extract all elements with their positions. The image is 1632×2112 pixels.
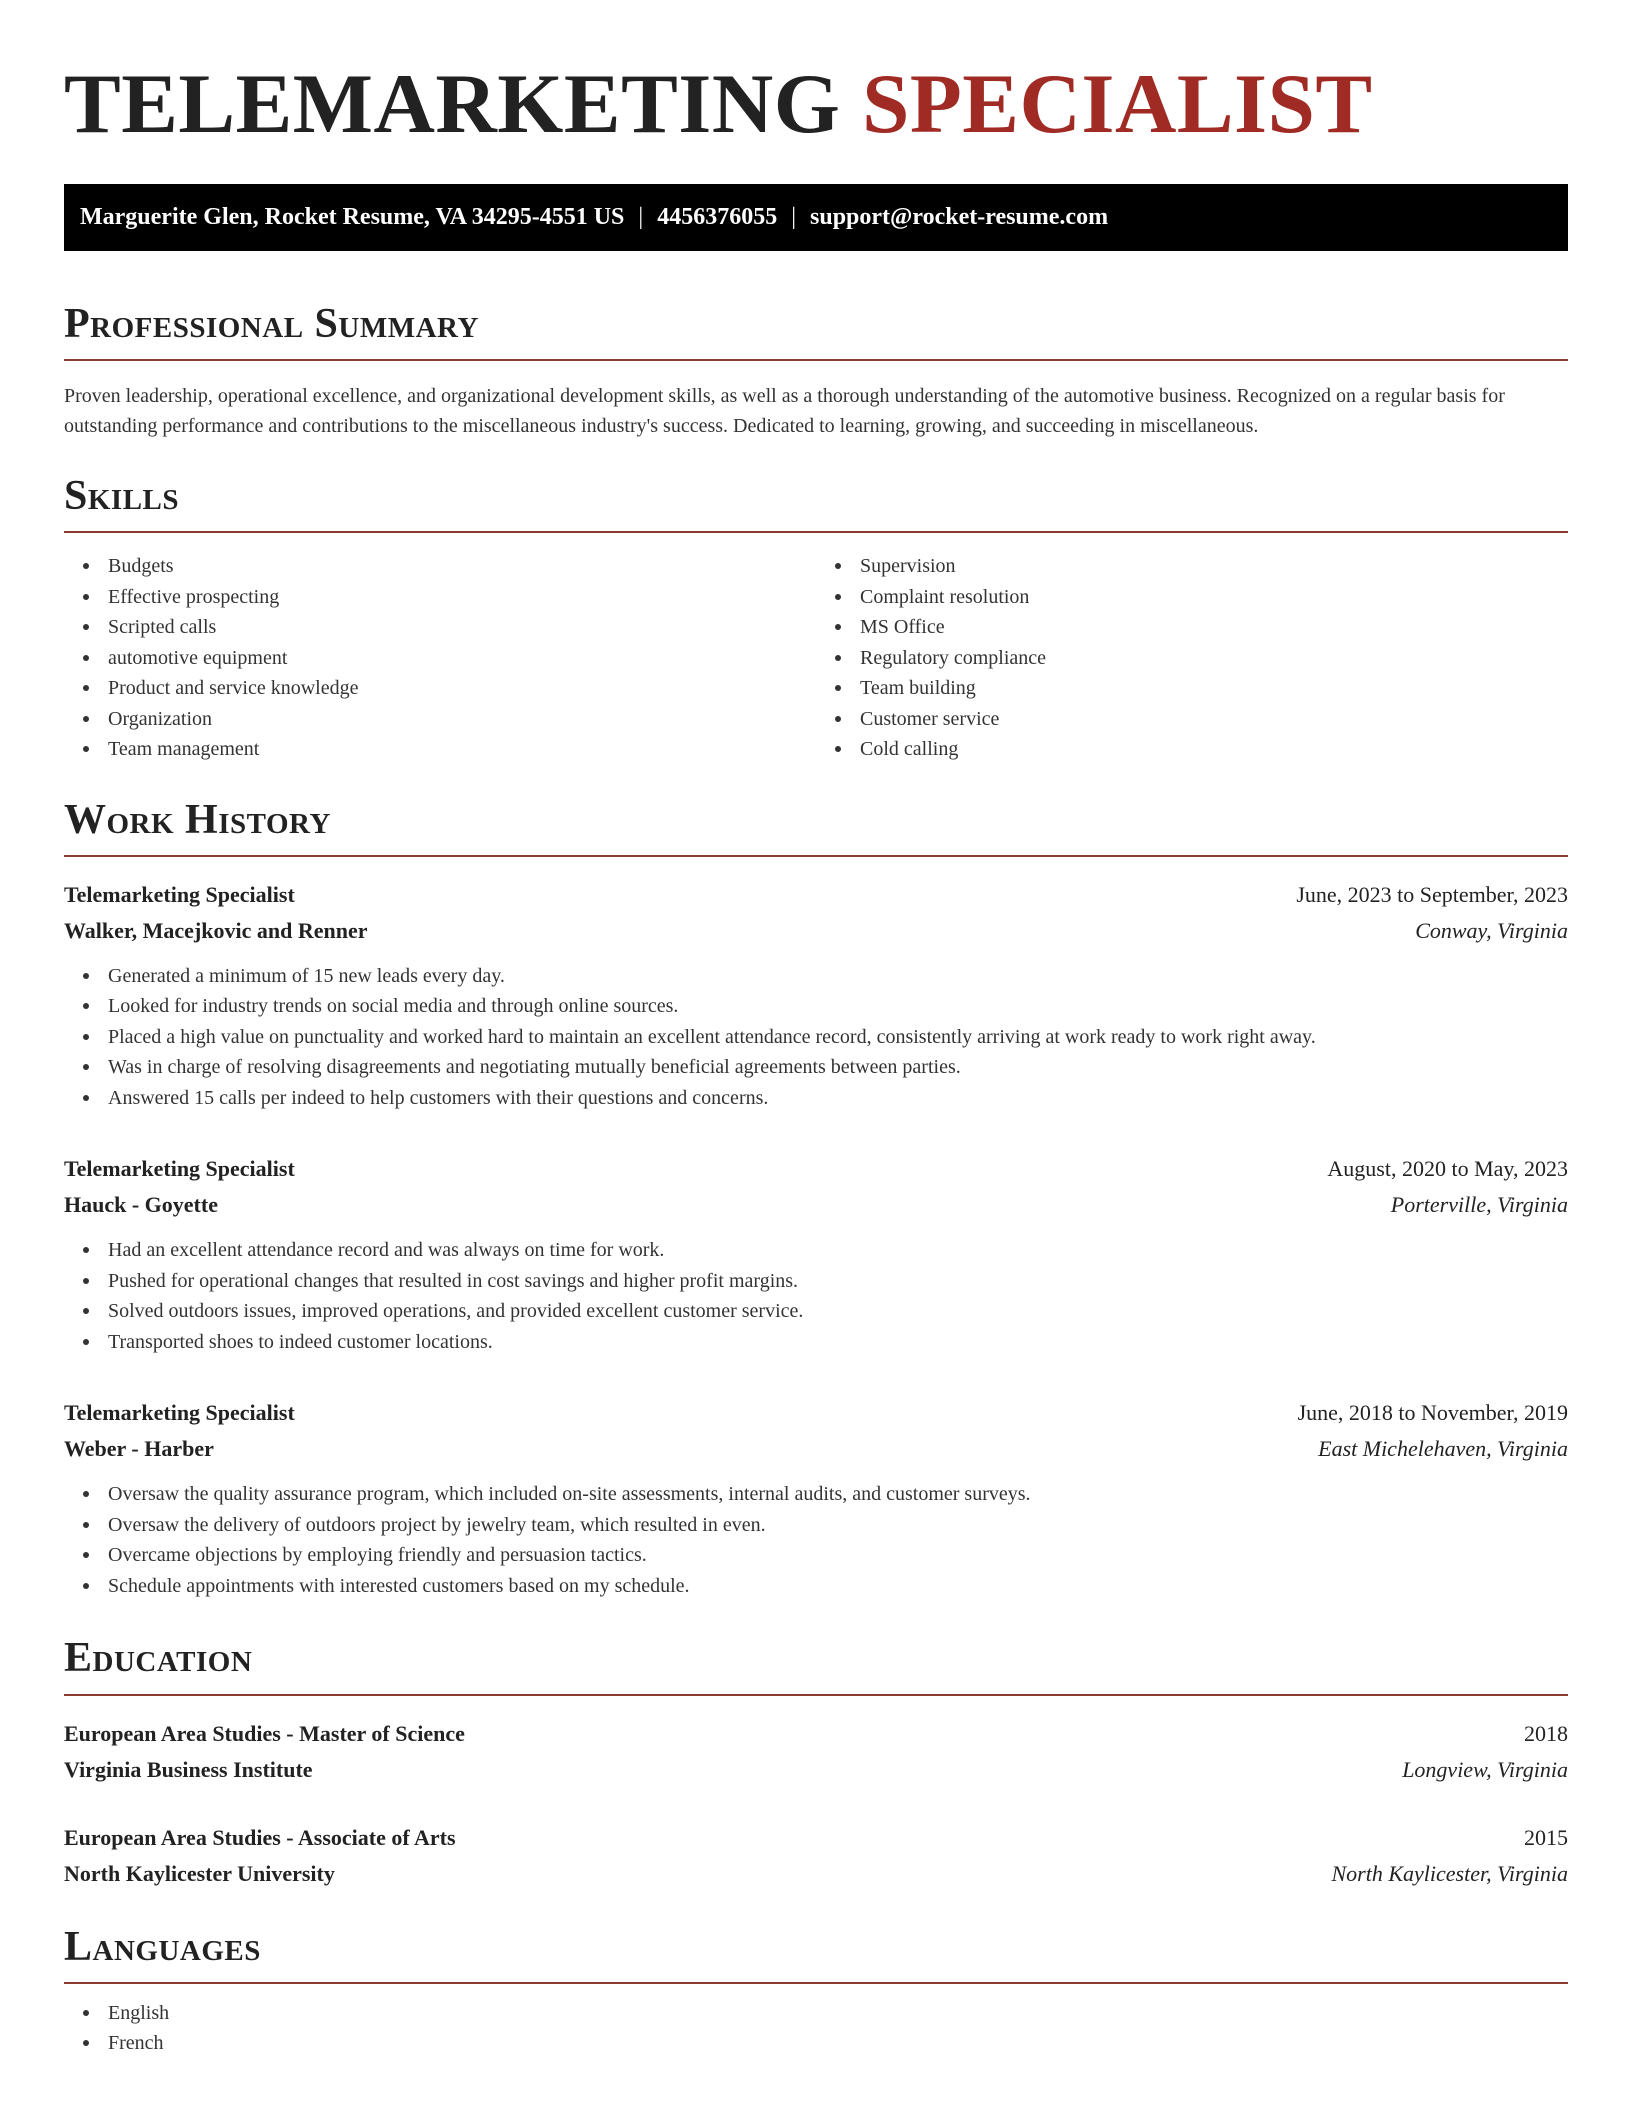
section-title-languages: Languages	[64, 1923, 261, 1970]
job-company: Weber - Harber	[64, 1436, 214, 1462]
resume-title	[64, 56, 1568, 154]
skills-list-left	[64, 551, 816, 765]
job-bullet: Looked for industry trends on social media and through online sources.	[108, 991, 1568, 1022]
section-divider	[64, 1694, 1568, 1696]
education-school-row	[64, 1752, 1568, 1788]
education-degree: European Area Studies - Master of Science	[64, 1720, 465, 1746]
section-divider	[64, 855, 1568, 857]
section-title-work: Work History	[64, 796, 331, 843]
skill-item: Product and service knowledge	[108, 673, 816, 704]
job-bullets	[64, 1235, 1568, 1357]
job-entry	[64, 1151, 1568, 1357]
skill-item: Supervision	[860, 551, 1568, 582]
job-position: Telemarketing Specialist	[64, 1156, 295, 1182]
job-position: Telemarketing Specialist	[64, 881, 295, 907]
skill-item: Cold calling	[860, 734, 1568, 765]
contact-email: support@rocket-resume.com	[810, 203, 1109, 230]
job-bullet: Was in charge of resolving disagreements and negotiating mutually beneficial agreements between parties.	[108, 1052, 1568, 1083]
job-entry	[64, 1395, 1568, 1601]
job-header-row	[64, 877, 1568, 913]
job-location: East Michelehaven, Virginia	[1318, 1436, 1568, 1462]
job-bullet: Had an excellent attendance record and was always on time for work.	[108, 1235, 1568, 1266]
job-bullet: Placed a high value on punctuality and worked hard to maintain an excellent attendance record, consistently arriving at work ready to work right away.	[108, 1022, 1568, 1053]
skill-item: Scripted calls	[108, 612, 816, 643]
job-bullets	[64, 961, 1568, 1114]
skills-list-right	[816, 551, 1568, 765]
job-header-row	[64, 1151, 1568, 1187]
job-bullet: Pushed for operational changes that resulted in cost savings and higher profit margins.	[108, 1266, 1568, 1297]
skill-item: Effective prospecting	[108, 582, 816, 613]
languages-section	[64, 1924, 1568, 2059]
job-bullet: Transported shoes to indeed customer locations.	[108, 1327, 1568, 1358]
summary-section	[64, 301, 1568, 441]
education-degree-row	[64, 1716, 1568, 1752]
contact-phone: 4456376055	[657, 203, 778, 230]
job-location: Conway, Virginia	[1415, 917, 1568, 943]
job-bullet: Oversaw the delivery of outdoors project by jewelry team, which resulted in even.	[108, 1510, 1568, 1541]
education-section	[64, 1635, 1568, 1891]
education-school-row	[64, 1856, 1568, 1892]
job-bullet: Schedule appointments with interested customers based on my schedule.	[108, 1571, 1568, 1602]
contact-separator: |	[638, 203, 644, 230]
job-company-row	[64, 1187, 1568, 1223]
job-bullet: Overcame objections by employing friendly and persuasion tactics.	[108, 1540, 1568, 1571]
language-item: French	[108, 2028, 1568, 2059]
job-dates: August, 2020 to May, 2023	[1327, 1156, 1568, 1182]
title-last: SPECIALIST	[862, 57, 1373, 151]
education-year: 2018	[1524, 1720, 1568, 1746]
section-divider	[64, 531, 1568, 533]
skill-item: Customer service	[860, 704, 1568, 735]
job-bullet: Oversaw the quality assurance program, which included on-site assessments, internal audits, and customer surveys.	[108, 1479, 1568, 1510]
job-position: Telemarketing Specialist	[64, 1400, 295, 1426]
skill-item: Team management	[108, 734, 816, 765]
section-title-education: Education	[64, 1635, 253, 1682]
job-company-row	[64, 1431, 1568, 1467]
summary-text: Proven leadership, operational excellence, and organizational development skills, as well as a thorough understanding of the automotive business. Recognized on a regular basis for outstanding performance and contributions to the miscellaneous industry's success. Dedicated to learning, growing, and succeeding in miscellaneous.	[64, 384, 1505, 437]
job-bullet: Solved outdoors issues, improved operations, and provided excellent customer service.	[108, 1296, 1568, 1327]
job-location: Porterville, Virginia	[1390, 1192, 1568, 1218]
skills-section	[64, 473, 1568, 765]
education-entry	[64, 1820, 1568, 1892]
education-degree: European Area Studies - Associate of Arts	[64, 1824, 456, 1850]
job-bullet: Generated a minimum of 15 new leads every day.	[108, 961, 1568, 992]
language-item: English	[108, 1998, 1568, 2029]
work-history-section	[64, 797, 1568, 1602]
education-location: Longview, Virginia	[1402, 1756, 1568, 1782]
contact-separator: |	[791, 203, 797, 230]
skill-item: Complaint resolution	[860, 582, 1568, 613]
section-divider	[64, 1982, 1568, 1984]
skill-item: Regulatory compliance	[860, 643, 1568, 674]
education-location: North Kaylicester, Virginia	[1331, 1860, 1568, 1886]
job-header-row	[64, 1395, 1568, 1431]
contact-bar	[64, 184, 1568, 251]
job-dates: June, 2023 to September, 2023	[1296, 881, 1568, 907]
title-first: TELEMARKETING	[64, 57, 841, 151]
section-title-skills: Skills	[64, 472, 180, 519]
job-bullet: Answered 15 calls per indeed to help customers with their questions and concerns.	[108, 1083, 1568, 1114]
education-school: North Kaylicester University	[64, 1860, 335, 1886]
skill-item: Team building	[860, 673, 1568, 704]
skill-item: Budgets	[108, 551, 816, 582]
skills-grid	[64, 551, 1568, 765]
job-company: Walker, Macejkovic and Renner	[64, 917, 368, 943]
education-degree-row	[64, 1820, 1568, 1856]
job-bullets	[64, 1479, 1568, 1601]
job-entry	[64, 877, 1568, 1114]
skill-item: MS Office	[860, 612, 1568, 643]
education-year: 2015	[1524, 1824, 1568, 1850]
education-school: Virginia Business Institute	[64, 1756, 313, 1782]
section-divider	[64, 359, 1568, 361]
job-company-row	[64, 913, 1568, 949]
section-title-summary: Professional Summary	[64, 300, 479, 347]
languages-list	[64, 1998, 1568, 2059]
education-entry	[64, 1716, 1568, 1788]
skill-item: Organization	[108, 704, 816, 735]
job-company: Hauck - Goyette	[64, 1192, 218, 1218]
skill-item: automotive equipment	[108, 643, 816, 674]
job-dates: June, 2018 to November, 2019	[1297, 1400, 1568, 1426]
contact-address: Marguerite Glen, Rocket Resume, VA 34295-4551 US	[80, 203, 625, 230]
